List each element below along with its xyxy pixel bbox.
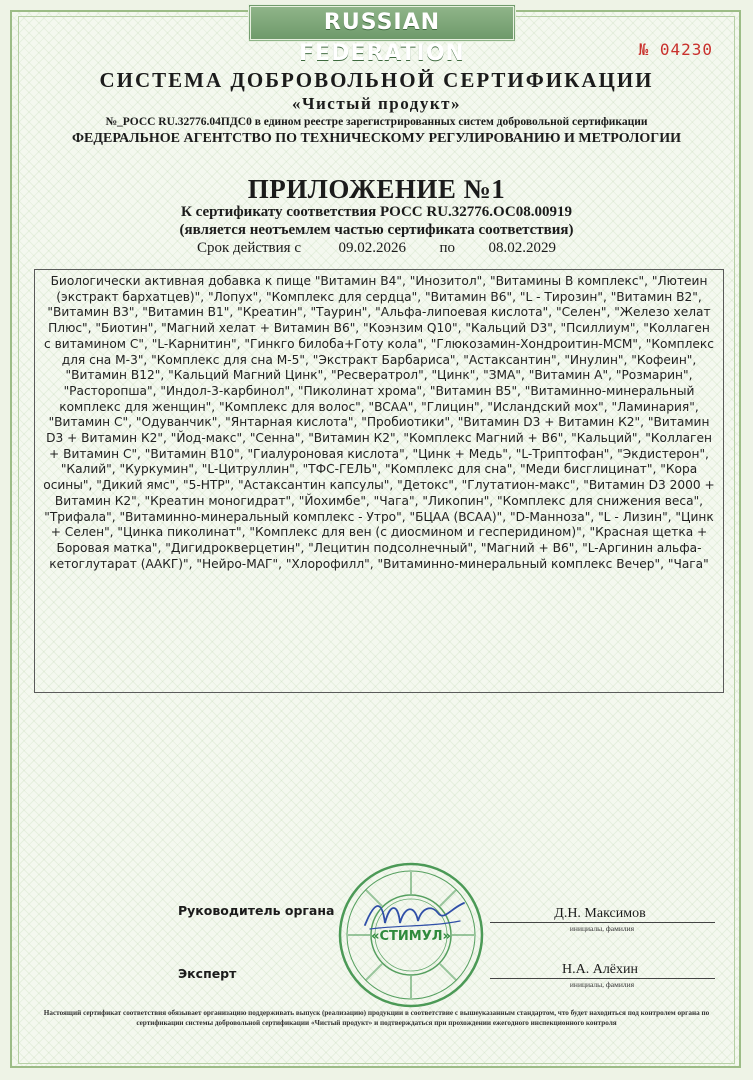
head-name-caption: инициалы, фамилия (569, 924, 635, 933)
appendix-title: ПРИЛОЖЕНИЕ №1 (247, 174, 506, 204)
system-title: СИСТЕМА ДОБРОВОЛЬНОЙ СЕРТИФИКАЦИИ (99, 68, 654, 92)
appendix-certificate-ref: К сертификату соответствия РОСС RU.32776.ОС08.00919 (181, 204, 572, 220)
expert-name-caption: инициалы, фамилия (569, 980, 635, 989)
registration-line: №_РОСС RU.32776.04ПДС0 в едином реестре зарегистрированных систем добровольной сертификации (105, 116, 648, 128)
head-signature (360, 895, 470, 935)
organization-stamp (336, 860, 486, 1010)
head-signature-line (490, 922, 715, 923)
head-of-body-label: Руководитель органа (178, 903, 335, 918)
agency-name: ФЕДЕРАЛЬНОЕ АГЕНТСТВО ПО ТЕХНИЧЕСКОМУ РЕГУЛИРОВАНИЮ И МЕТРОЛОГИИ (72, 131, 681, 146)
expert-label: Эксперт (178, 966, 237, 981)
head-of-body-name: Д.Н. Максимов (554, 906, 646, 921)
expert-name: Н.А. Алёхин (561, 962, 638, 977)
products-list: Биологически активная добавка к пище "Витамин В4", "Инозитол", "Витамины В комплекс", "Лютеин (экстракт бархатцев)", "Лопух", "Комплекс для сердца", "Витамин В6", "L - Тирозин", "Витамин В2", "Витамин В3", "Витамин В1", "Креатин", "Таурин", "Альфа-липоевая кислота", "Селен", "Железо хелат Плюс", "Биотин", "Магний хелат + Витамин В6", "Коэнзим Q10", "Кальций D3", "Псиллиум", "Коллаген с витамином С", "L-Карнитин", "Гинкго билоба+Готу кола", "Глюкозамин-Хондроитин-МСМ", "Комплекс для сна М-3", "Комплекс для сна М-5", "Экстракт Барбариса", "Астаксантин", "Инулин", "Кофеин", "Витамин В12", "Кальций Магний Цинк", "Ресвератрол", "Цинк", "ЗМА", "Витамин А", "Розмарин", "Расторопша", "Индол-3-карбинол", "Пиколинат хрома", "Витамин В5", "Витаминно-минеральный комплекс для женщин", "Комплекс для волос", "BCAA", "Глицин", "Исландский мох", "Ламинария", "Витамин С", "Одуванчик", "Янтарная кислота", "Пробиотики", "Витамин D3 + Витамин К2", "Витамин D3 + Витамин К2", "Йод-макс", "Сенна", "Витамин К2", "Комплекс Магний + В6", "Кальций", "Коллаген + Витамин С", "Витамин В10", "Гиалуроновая кислота", "Цинк + Медь", "L-Триптофан", "Экдистерон", "Калий", "Куркумин", "L-Цитруллин", "ТФС-ГЕЛЬ", "Комплекс для сна", "Меди бисглицинат", "Кора осины", "Дикий ямс", "5-НТР", "Астаксантин капсулы", "Детокс", "Глутатион-макс", "Витамин D3 2000 + Витамин К2", "Креатин моногидрат", "Йохимбе", "Чага", "Ликопин", "Комплекс для снижения веса", "Трифала", "Витаминно-минеральный комплекс - Утро", "БЦАА (BCAA)", "D-Манноза", "L - Лизин", "Цинк + Селен", "Цинка пиколинат", "Комплекс для вен (с диосмином и гесперидином)", "Красная щетка + Боровая матка", "Дигидрокверцетин", "Лецитин подсолнечный", "Магний + В6", "L-Аргинин альфа-кетоглутарат (ААКГ)", "Нейро-МАГ", "Хлорофилл", "Витаминно-минеральный комплекс Вечер", "Чага" (34, 269, 724, 693)
certificate-number: № 04230 (638, 40, 713, 59)
valid-to-date: 08.02.2029 (488, 240, 557, 256)
appendix-note: (является неотъемлем частью сертификата соответствия) (179, 222, 574, 238)
stamp-center-text: «СТИМУЛ» (371, 929, 451, 944)
validity-to-label: по (439, 240, 456, 256)
validity-label: Срок действия с (196, 240, 301, 256)
valid-from-date: 09.02.2026 (338, 240, 406, 256)
system-name: «Чистый продукт» (292, 94, 461, 113)
validity-period (0, 240, 753, 257)
certificate-footer-note: Настоящий сертификат соответствия обязывает организацию поддерживать выпуск (реализацию) продукции в соответствие с вышеуказанным стандартом, что будет находиться под контролем органа по сертификации системы добровольной сертификации «Чистый продукт» и подтверждаться при прохождении ежегодного инспекционного контроля (43, 1009, 710, 1027)
expert-signature-line (490, 978, 715, 979)
country-banner: RUSSIAN FEDERATION (248, 4, 516, 42)
